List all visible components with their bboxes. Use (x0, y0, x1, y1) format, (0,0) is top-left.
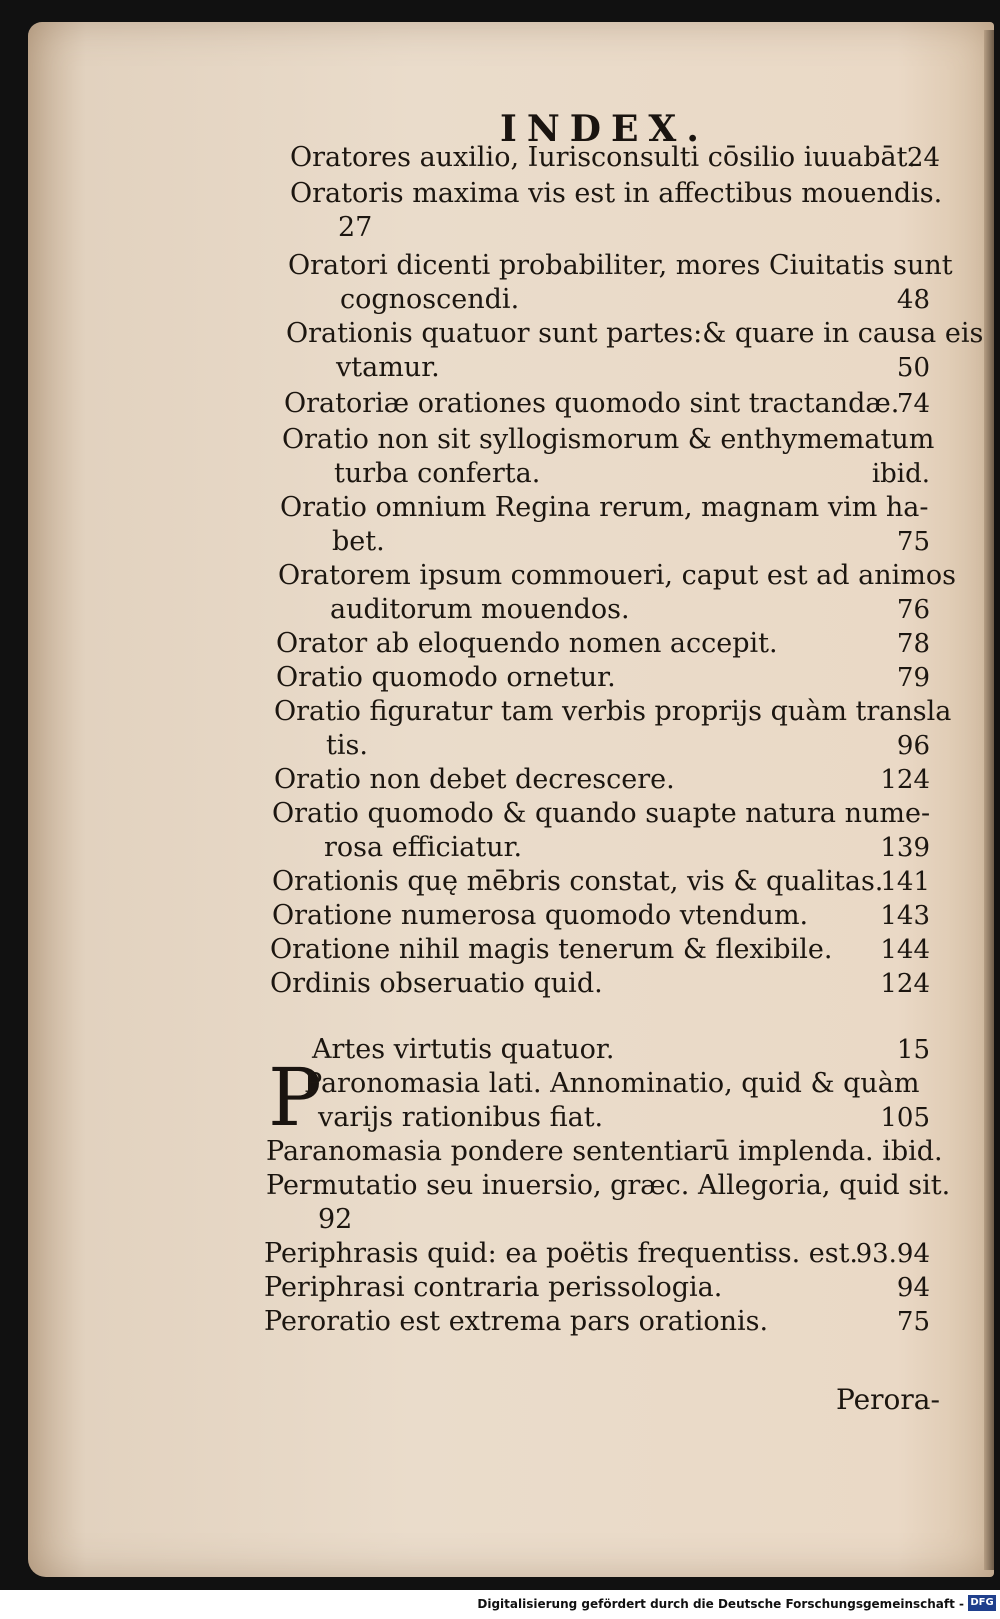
index-entry-text: Oratoris maxima vis est in affectibus mouendis. (290, 178, 943, 209)
index-entry-page: 15 (896, 1035, 930, 1065)
index-entry-page: 139 (880, 833, 930, 863)
index-entry-text: Oratio non debet decrescere. (274, 764, 675, 795)
footer-credit: Digitalisierung gefördert durch die Deutsche Forschungsgemeinschaft - (477, 1597, 964, 1611)
index-entry-text: Oratione nihil magis tenerum & flexibile. (270, 934, 833, 965)
index-entry-page: 24 (906, 143, 940, 173)
drop-capital: P (268, 1051, 322, 1144)
index-entry-text: 27 (338, 212, 373, 243)
index-entry-text: Oratores auxilio, Iurisconsulti cōsilio iuuabāt. (290, 142, 917, 173)
index-entry-text: auditorum mouendos. (330, 594, 630, 625)
index-entry-page: 75 (896, 527, 930, 557)
index-entry-text: Paronomasia lati. Annominatio, quid & quàm (304, 1068, 920, 1099)
index-entry-page: 143 (880, 901, 930, 931)
index-entry-text: Oratori dicenti probabiliter, mores Ciuitatis sunt (288, 250, 953, 281)
index-entry-page: 144 (880, 935, 930, 965)
index-entry-text: cognoscendi. (340, 284, 520, 315)
index-entry-text: Periphrasi contraria perissologia. (264, 1272, 723, 1303)
index-entry-text: Oratione numerosa quomodo vtendum. (272, 900, 809, 931)
index-entry-text: Orationis quę mēbris constat, vis & qualitas. (272, 866, 884, 897)
index-entry-page: 105 (880, 1103, 930, 1133)
index-entry-page: 78 (896, 629, 930, 659)
index-entry-page: 94 (896, 1273, 930, 1303)
footer-bar (0, 1590, 1000, 1619)
index-entry-text: tis. (326, 730, 368, 761)
index-entry-text: Oratorem ipsum commoueri, caput est ad animos (278, 560, 956, 591)
index-entry-text: Oratio figuratur tam verbis proprijs quàm transla (274, 696, 952, 727)
index-entry-text: Oratoriæ orationes quomodo sint tractandæ. (284, 388, 900, 419)
index-entry-page: 48 (896, 285, 930, 315)
index-entry-page: 74 (896, 389, 930, 419)
index-entry-text: Orator ab eloquendo nomen accepit. (276, 628, 778, 659)
index-entry-page: 93.94 (855, 1239, 930, 1269)
index-entry-text: Periphrasis quid: ea poëtis frequentiss. est. (264, 1238, 858, 1269)
index-entry-text: rosa efficiatur. (324, 832, 523, 863)
index-entry-text: Oratio quomodo & quando suapte natura nume- (272, 798, 931, 829)
index-entry-page: 50 (896, 353, 930, 383)
index-entry-page: 124 (880, 765, 930, 795)
index-entry-text: vtamur. (336, 352, 440, 383)
index-entry-text: 92 (318, 1204, 353, 1235)
dfg-logo: DFG (968, 1595, 996, 1611)
index-entry-text: Ordinis obseruatio quid. (270, 968, 603, 999)
index-entry-page: ibid. (871, 459, 930, 489)
index-entry-text: Oratio omnium Regina rerum, magnam vim ha- (280, 492, 929, 523)
index-entry-text: Oratio non sit syllogismorum & enthymematum (282, 424, 935, 455)
catchword: Perora- (836, 1383, 940, 1416)
index-entry-text: varijs rationibus fiat. (318, 1102, 604, 1133)
index-entry-page: 96 (896, 731, 930, 761)
page-header: INDEX. (500, 108, 709, 150)
index-entry-text: bet. (332, 526, 385, 557)
index-entry-text: Oratio quomodo ornetur. (276, 662, 616, 693)
index-entry-text: Artes virtutis quatuor. (312, 1034, 615, 1065)
index-entry-text: Permutatio seu inuersio, græc. Allegoria, quid sit. (266, 1170, 951, 1201)
index-entry-page: 75 (896, 1307, 930, 1337)
index-entry-page: 124 (880, 969, 930, 999)
index-entry-page: 79 (896, 663, 930, 693)
index-entry-page: 76 (896, 595, 930, 625)
index-entry-text: Orationis quatuor sunt partes:& quare in causa eis (286, 318, 984, 349)
index-entry-text: Peroratio est extrema pars orationis. (264, 1306, 769, 1337)
index-entry-text: turba conferta. (334, 458, 541, 489)
index-entry-text: Paranomasia pondere sententiarū implenda. ibid. (266, 1136, 943, 1167)
index-entry-page: 141 (880, 867, 930, 897)
